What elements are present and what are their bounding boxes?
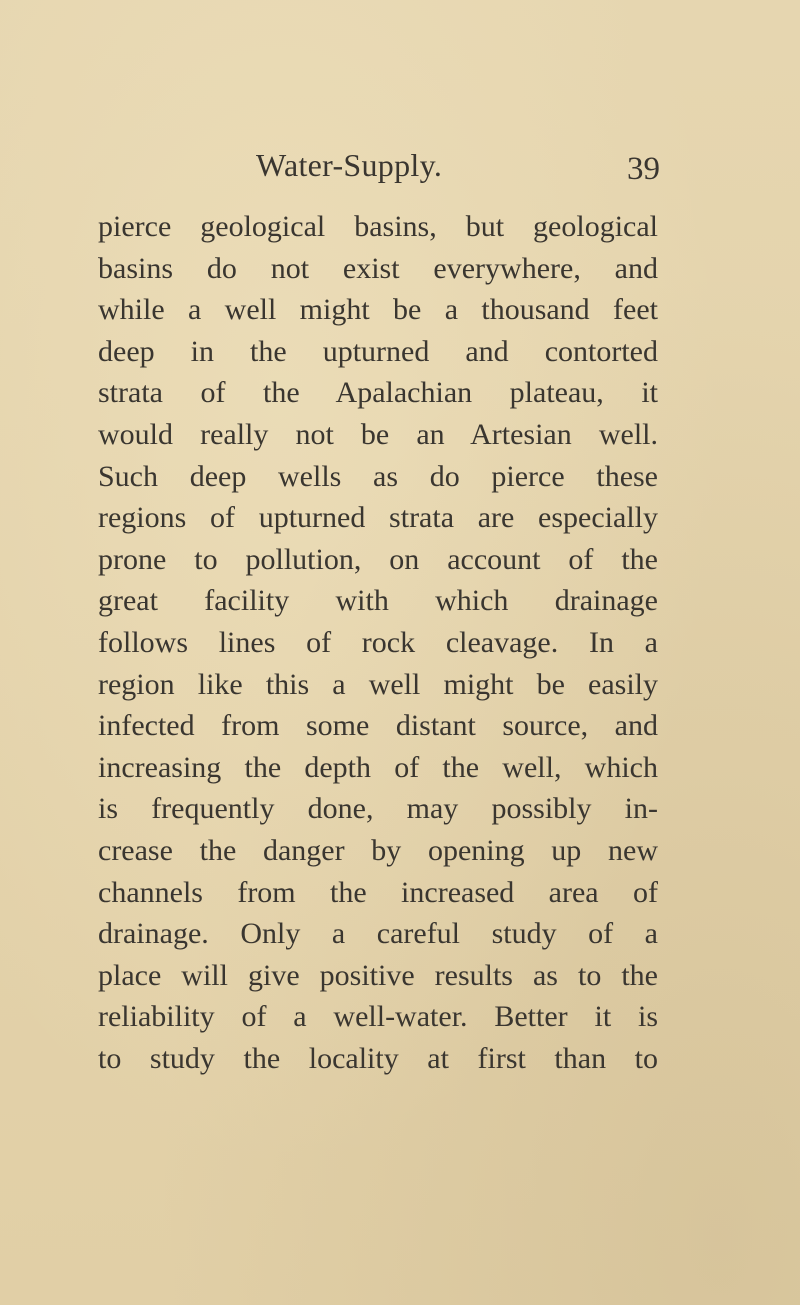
body-paragraph [98,206,658,1079]
text-line: would really not be an Artesian well. [98,417,658,451]
text-line: Such deep wells as do pierce these [98,459,658,493]
text-line: infected from some distant source, and [98,709,658,743]
text-line: regions of upturned strata are especially [98,501,658,535]
text-line: increasing the depth of the well, which [98,750,658,784]
text-line: great facility with which drainage [98,584,658,618]
text-line: pierce geological basins, but geological [98,210,658,243]
text-line: place will give positive results as to the [98,958,658,992]
text-line: while a well might be a thousand feet [98,293,658,327]
text-line: reliability of a well-water. Better it is [98,1000,658,1034]
text-line: strata of the Apalachian plateau, it [98,376,658,410]
running-title: Water-Supply. [256,147,443,183]
text-line: prone to pollution, on account of the [98,542,658,576]
text-line: follows lines of rock cleavage. In a [98,625,658,659]
text-line: crease the danger by opening up new [98,833,658,867]
text-line: to study the locality at first than to [98,1041,658,1075]
text-line: drainage. Only a careful study of a [98,917,658,951]
running-head [256,147,660,191]
text-line: channels from the increased area of [98,875,658,909]
text-line: basins do not exist everywhere, and [98,251,658,285]
text-line: region like this a well might be easily [98,667,658,701]
page-number: 39 [627,151,660,187]
text-line: deep in the upturned and contorted [98,334,658,368]
text-line: is frequently done, may possibly in- [98,792,658,826]
